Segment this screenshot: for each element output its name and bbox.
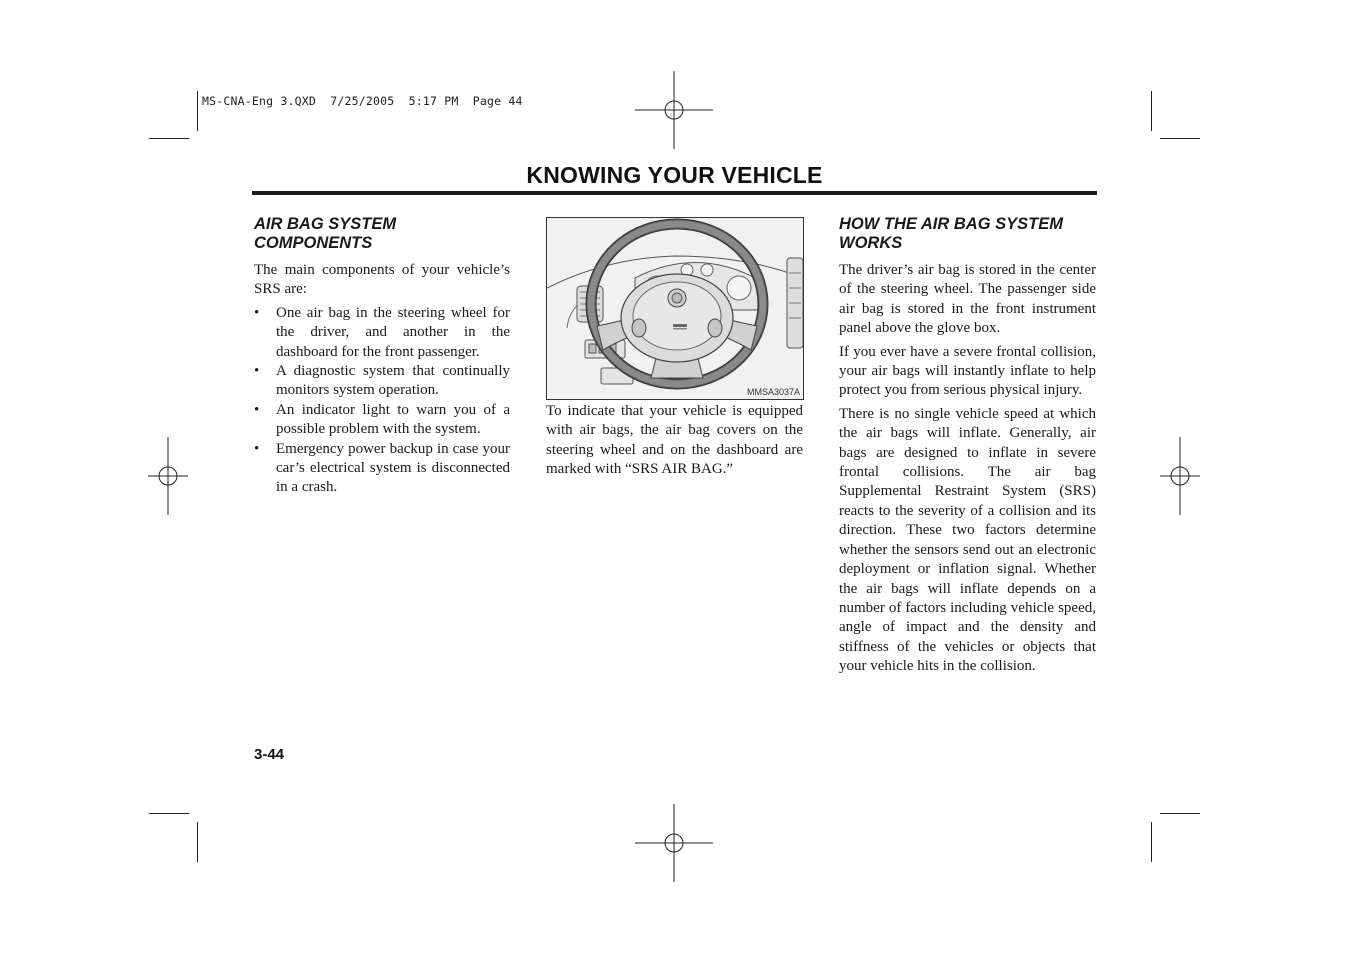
list-item-text: One air bag in the steering wheel for the driver, and another in the dashboard for the front passenger. — [276, 304, 510, 360]
crop-mark-bottom-left-vertical — [197, 822, 198, 862]
registration-mark-left — [129, 437, 207, 515]
list-item-text: A diagnostic system that continually monitors system operation. — [276, 363, 510, 399]
heading-line-2: WORKS — [839, 234, 903, 252]
figure-caption: To indicate that your vehicle is equipped with air bags, the air bag covers on the steering wheel and on the dashboard are marked with “SRS AIR BAG.” — [546, 403, 803, 478]
crop-mark-top-left-horizontal — [149, 138, 189, 139]
heading-line-1: AIR BAG SYSTEM — [254, 215, 397, 233]
column-right — [839, 215, 1096, 681]
bullet: • — [254, 304, 260, 321]
chapter-title: KNOWING YOUR VEHICLE — [526, 162, 823, 188]
figure-code: MMSA3037A — [746, 387, 800, 397]
crop-mark-bottom-left-horizontal — [149, 813, 189, 814]
crop-mark-top-right-horizontal — [1160, 138, 1200, 139]
steering-wheel-illustration — [546, 217, 804, 400]
registration-mark-top — [635, 71, 713, 149]
components-list — [254, 304, 510, 498]
print-slug: MS-CNA-Eng 3.QXD 7/25/2005 5:17 PM Page 44 — [202, 94, 523, 108]
body-paragraph: The driver’s air bag is stored in the center of the steering wheel. The passenger side air bag is stored in the front instrument panel above the glove box. — [839, 262, 1096, 337]
crop-mark-top-right-vertical — [1151, 91, 1152, 131]
list-item — [254, 440, 510, 498]
section-heading-how-it-works — [839, 215, 1096, 253]
registration-mark-bottom — [635, 804, 713, 882]
crop-mark-bottom-right-vertical — [1151, 822, 1152, 862]
body-paragraph: If you ever have a severe frontal collision, your air bags will instantly inflate to help protect you from serious physical injury. — [839, 343, 1096, 399]
crop-mark-bottom-right-horizontal — [1160, 813, 1200, 814]
bullet: • — [254, 363, 260, 380]
list-item — [254, 362, 510, 401]
section-heading-components — [254, 215, 510, 253]
heading-line-1: HOW THE AIR BAG SYSTEM — [839, 215, 1063, 233]
intro-paragraph: The main components of your vehicle’s SRS are: — [254, 262, 510, 298]
registration-mark-right — [1141, 437, 1219, 515]
column-middle — [546, 402, 803, 484]
list-item — [254, 401, 510, 440]
list-item-text: An indicator light to warn you of a possible problem with the system. — [276, 401, 510, 438]
heading-line-2: COMPONENTS — [254, 234, 373, 252]
list-item — [254, 304, 510, 362]
column-left — [254, 215, 510, 498]
title-rule — [252, 191, 1097, 195]
page-number: 3-44 — [254, 746, 285, 763]
body-paragraph: There is no single vehicle speed at which the air bags will inflate. Generally, air bags are designed to inflate in severe frontal collisions. The air bag Supplemental Restraint System (SRS) reacts to the severity of a collision and its direction. These two factors determine whether the sensors send out an electronic deployment or inflation signal. Whether the air bags will inflate depends on a number of factors including vehicle speed, angle of impact and the density and stiffness of the vehicles or objects that your vehicle hits in the collision. — [839, 405, 1096, 675]
bullet: • — [254, 401, 260, 418]
crop-mark-top-left-vertical — [197, 91, 198, 131]
list-item-text: Emergency power backup in case your car’s electrical system is disconnected in a crash. — [276, 440, 510, 496]
bullet: • — [254, 440, 260, 457]
steering-wheel-drawing — [547, 218, 803, 399]
